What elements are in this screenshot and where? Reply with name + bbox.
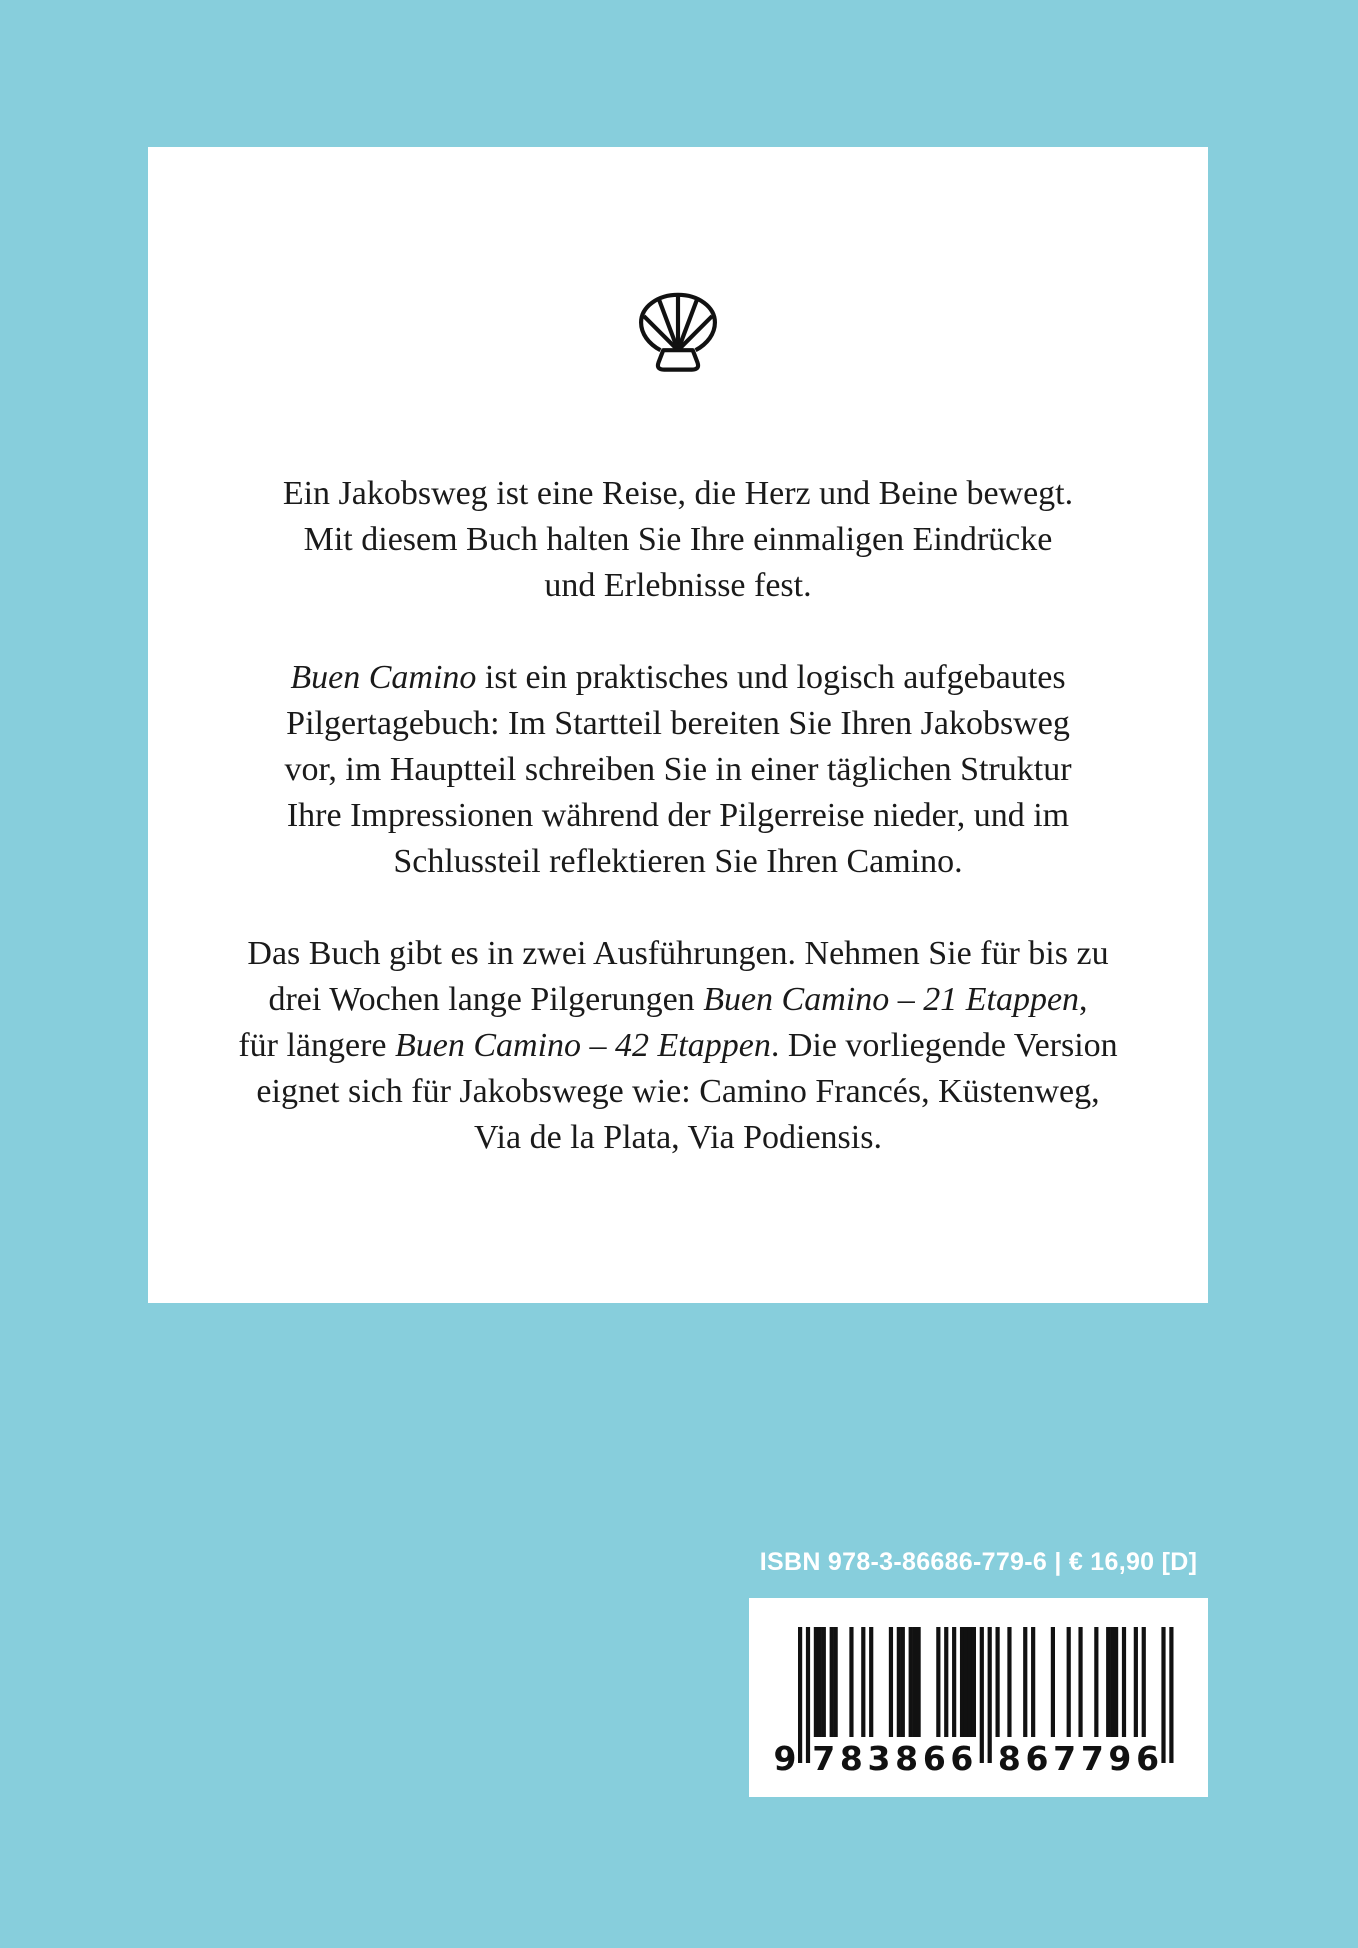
svg-text:9: 9 <box>773 1739 797 1778</box>
ean13-barcode-icon <box>749 1598 1208 1797</box>
svg-text:9: 9 <box>1108 1739 1132 1778</box>
svg-text:8: 8 <box>997 1739 1021 1778</box>
svg-text:6: 6 <box>1136 1739 1160 1778</box>
svg-text:6: 6 <box>1025 1739 1049 1778</box>
svg-text:3: 3 <box>867 1739 891 1778</box>
svg-text:7: 7 <box>1053 1739 1077 1778</box>
barcode <box>749 1598 1208 1797</box>
svg-text:6: 6 <box>922 1739 946 1778</box>
paragraph: Buen Camino ist ein praktisches und logisch aufgebautes Pilgertagebuch: Im Startteil bereiten Sie Ihren Jakobsweg vor, im Hauptteil schreiben Sie in einer täglichen Struktur Ihre Impressionen während der Pilgerreise nieder, und im Schlussteil reflektieren Sie Ihren Camino. <box>284 659 1072 880</box>
svg-text:6: 6 <box>950 1739 974 1778</box>
svg-text:7: 7 <box>1080 1739 1104 1778</box>
isbn-price-text: ISBN 978-3-86686-779-6 | € 16,90 [D] <box>759 1548 1198 1576</box>
svg-text:8: 8 <box>895 1739 919 1778</box>
scallop-shell-icon <box>630 291 726 379</box>
paragraph: Das Buch gibt es in zwei Ausführungen. Nehmen Sie für bis zu drei Wochen lange Pilgerungen Buen Camino – 21 Etappen, für längere Buen Camino – 42 Etappen. Die vorliegende Version eignet sich für Jakobswege wie: Camino Francés, Küstenweg, Via de la Plata, Via Podiensis. <box>238 935 1118 1156</box>
paragraph: Ein Jakobsweg ist eine Reise, die Herz und Beine bewegt. Mit diesem Buch halten Sie Ihre einmaligen Eindrücke und Erlebnisse fest. <box>282 475 1074 604</box>
blurb-panel <box>148 147 1208 1303</box>
svg-text:8: 8 <box>839 1739 863 1778</box>
blurb-text <box>148 471 1208 1161</box>
svg-text:7: 7 <box>812 1739 836 1778</box>
